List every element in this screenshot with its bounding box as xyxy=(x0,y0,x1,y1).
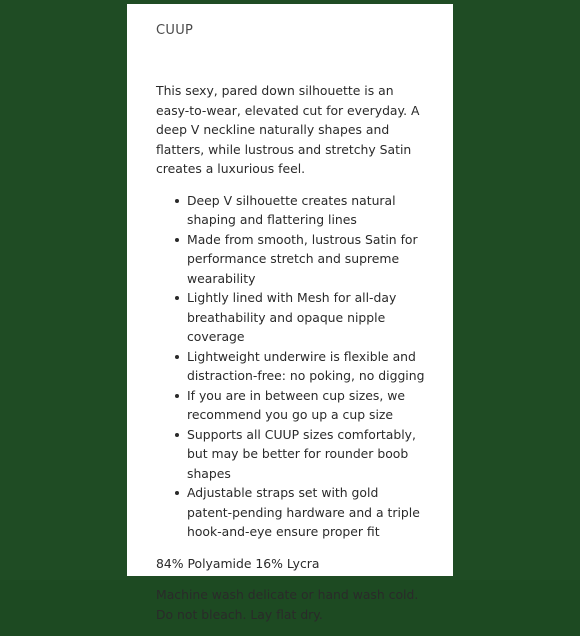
list-item: Made from smooth, lustrous Satin for performance stretch and supreme wearability xyxy=(187,230,425,289)
care-instructions: Machine wash delicate or hand wash cold. Do not bleach. Lay flat dry. xyxy=(156,587,419,622)
material-composition: 84% Polyamide 16% Lycra xyxy=(156,555,320,571)
panel-header xyxy=(127,4,453,60)
product-details-panel[interactable] xyxy=(127,4,453,622)
list-item: Supports all CUUP sizes comfortably, but may be better for rounder boob shapes xyxy=(187,425,425,484)
product-description xyxy=(127,81,453,636)
list-item: Lightly lined with Mesh for all-day breathability and opaque nipple coverage xyxy=(187,288,425,347)
feature-list xyxy=(156,191,425,542)
description-intro: This sexy, pared down silhouette is an easy-to-wear, elevated cut for everyday. A deep V neckline naturally shapes and flatters, while lustrous and stretchy Satin creates a luxurious feel. xyxy=(156,83,420,176)
list-item: If you are in between cup sizes, we recommend you go up a cup size xyxy=(187,386,425,425)
brand-name: CUUP xyxy=(156,23,194,38)
list-item: Lightweight underwire is flexible and distraction-free: no poking, no digging xyxy=(187,347,425,386)
list-item: Deep V silhouette creates natural shaping and flattering lines xyxy=(187,191,425,230)
list-item: Adjustable straps set with gold patent-pending hardware and a triple hook-and-eye ensure proper fit xyxy=(187,483,425,542)
